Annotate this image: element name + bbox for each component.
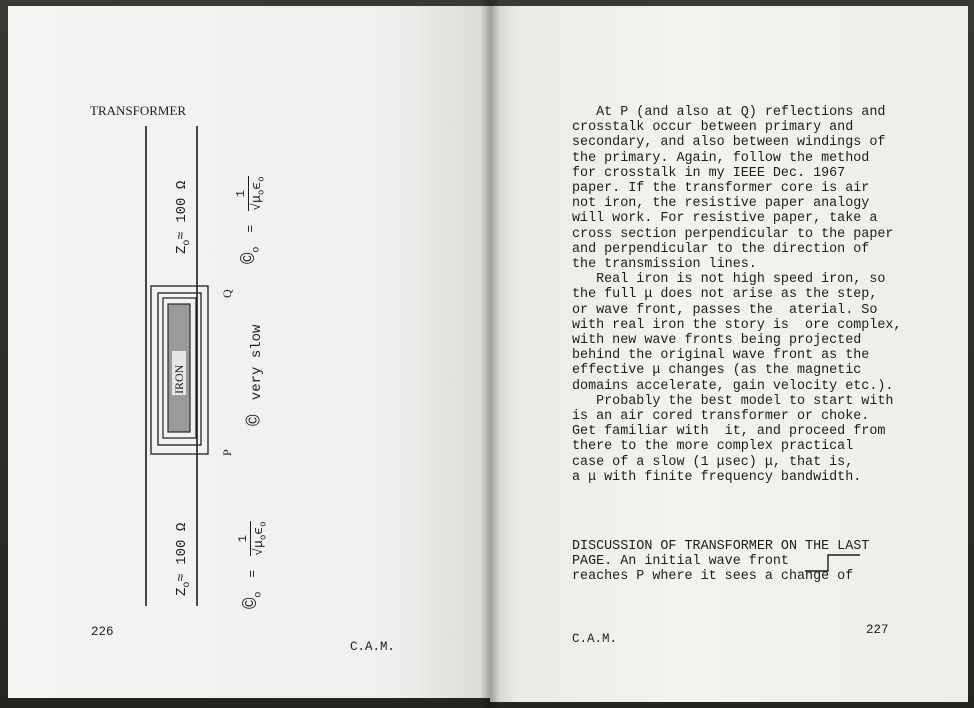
text-line: a μ with finite frequency bandwidth. <box>572 469 862 485</box>
right-velocity-formula: $©_o$ = 1 $√\mu_o\epsilon_o$ <box>234 176 267 264</box>
text-line: for crosstalk in my IEEE Dec. 1967 <box>572 165 846 181</box>
book-spine-shadow <box>480 0 500 708</box>
text-line: and perpendicular to the direction of <box>572 241 870 257</box>
right-page-footer: C.A.M. <box>572 632 618 646</box>
text-line: At P (and also at Q) reflections and <box>572 105 886 120</box>
text-line: the transmission lines. <box>572 257 757 273</box>
text-line: reaches P where it sees a change of <box>572 569 854 585</box>
text-line: secondary, and also between windings of <box>572 135 886 151</box>
text-line: PAGE. An initial wave front <box>572 554 789 570</box>
text-line: is an air cored transformer or choke. <box>572 409 870 425</box>
text-line: with real iron the story is ore complex, <box>572 317 902 333</box>
left-page <box>8 6 490 698</box>
text-line: there to the more complex practical <box>572 439 854 455</box>
text-line: DISCUSSION OF TRANSFORMER ON THE LAST <box>572 539 870 554</box>
text-line: behind the original wave front as the <box>572 348 870 364</box>
right-impedance: $Z_o\approx 100$ Ω <box>174 180 193 254</box>
left-page-footer: C.A.M. <box>350 640 396 654</box>
text-line: with new wave fronts being projected <box>572 333 862 349</box>
right-page <box>490 6 968 702</box>
left-velocity-formula: $©_o$ = 1 $√\mu_o\epsilon_o$ <box>236 521 269 609</box>
page-heading: TRANSFORMER <box>90 103 187 118</box>
text-line: the primary. Again, follow the method <box>572 150 870 166</box>
text-line: not iron, the resistive paper analogy <box>572 196 870 212</box>
text-line: crosstalk occur between primary and <box>572 120 854 136</box>
point-q-label: Q <box>220 289 234 298</box>
text-line: will work. For resistive paper, take a <box>572 211 878 227</box>
text-line: paper. If the transformer core is air <box>572 181 870 197</box>
text-line: the full μ does not arise as the step, <box>572 287 878 303</box>
step-wavefront-icon <box>490 6 968 702</box>
left-page-number: 226 <box>91 625 114 639</box>
left-impedance: $Z_o\approx 100$ Ω <box>174 522 193 596</box>
text-line: case of a slow (1 μsec) μ, that is, <box>572 454 854 470</box>
text-line: domains accelerate, gain velocity etc.). <box>572 378 894 394</box>
iron-core-label: IRON <box>172 364 186 394</box>
text-line: effective μ changes (as the magnetic <box>572 363 862 379</box>
point-p-label: P <box>220 449 234 456</box>
text-line: Real iron is not high speed iron, so <box>572 272 886 288</box>
text-line: Get familiar with it, and proceed from <box>572 424 886 440</box>
text-line: cross section perpendicular to the paper <box>572 226 894 242</box>
right-page-number: 227 <box>866 623 889 637</box>
text-line: or wave front, passes the aterial. So <box>572 302 878 318</box>
core-velocity-label: © very slow <box>244 324 266 426</box>
text-line: Probably the best model to start with <box>572 393 894 409</box>
